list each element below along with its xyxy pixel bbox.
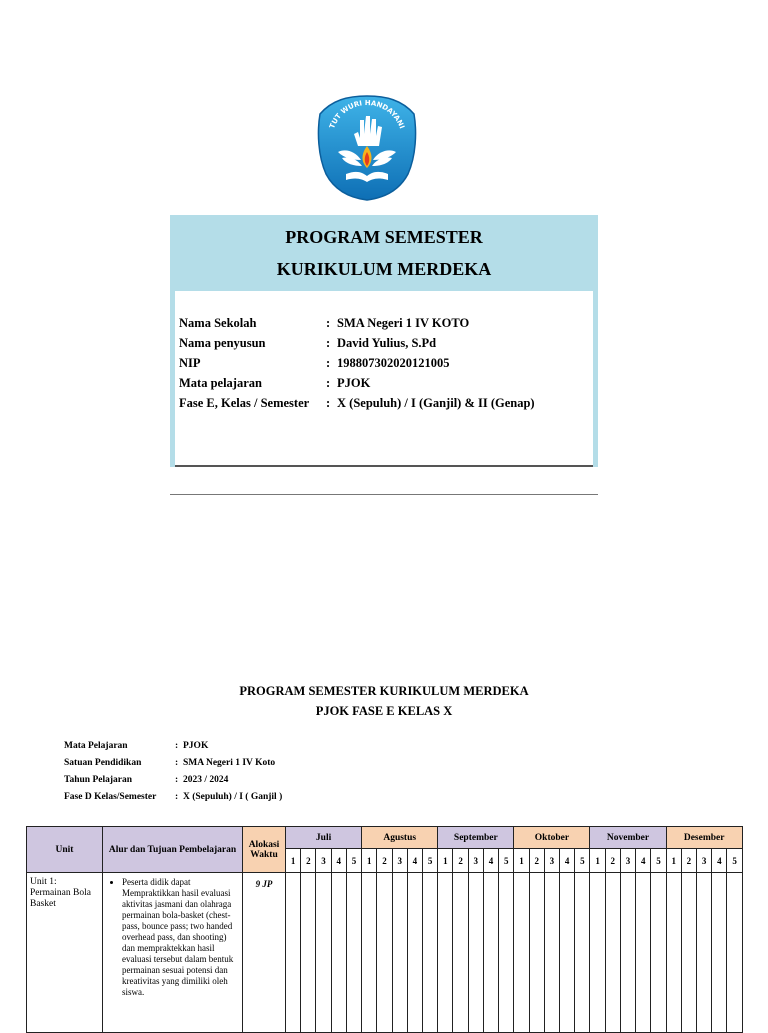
week-cell bbox=[590, 873, 605, 1033]
page-divider bbox=[170, 494, 598, 495]
week-header: 4 bbox=[712, 849, 727, 873]
month-header: Agustus bbox=[362, 827, 438, 849]
info-label: Nama Sekolah bbox=[179, 316, 257, 330]
header-unit: Unit bbox=[27, 827, 103, 873]
week-cell bbox=[377, 873, 392, 1033]
week-header: 4 bbox=[636, 849, 651, 873]
logo-motto-text: TUT WURI HANDAYANI bbox=[328, 98, 406, 130]
week-cell bbox=[712, 873, 727, 1033]
week-cell bbox=[651, 873, 666, 1033]
week-header: 3 bbox=[316, 849, 331, 873]
atp-item: • Peserta didik dapat Mempraktikkan hasil evaluasi aktivitas jasmani dan olahraga permainan bola-basket (chest-pass, bounce pass; two handed overhead pass, dan shooting) dan mempraktekkan hasil evaluasi tersebut dalam bentuk permainan sesuai potensi dan kreativitas yang dimiliki oleh siswa. bbox=[122, 877, 239, 998]
week-cell bbox=[560, 873, 575, 1033]
month-header: November bbox=[590, 827, 666, 849]
week-header: 2 bbox=[605, 849, 620, 873]
week-cell bbox=[316, 873, 331, 1033]
week-cell bbox=[697, 873, 712, 1033]
week-cell bbox=[286, 873, 301, 1033]
week-header: 3 bbox=[697, 849, 712, 873]
week-header: 5 bbox=[423, 849, 438, 873]
cover-title-line2: KURIKULUM MERDEKA bbox=[276, 259, 492, 279]
week-cell bbox=[514, 873, 529, 1033]
week-cell bbox=[468, 873, 483, 1033]
week-header: 3 bbox=[468, 849, 483, 873]
week-header: 4 bbox=[560, 849, 575, 873]
unit-cell: Unit 1: Permainan Bola Basket bbox=[27, 873, 103, 1033]
week-header: 1 bbox=[590, 849, 605, 873]
month-header: Oktober bbox=[514, 827, 590, 849]
tut-wuri-handayani-logo bbox=[316, 94, 418, 202]
week-cell bbox=[423, 873, 438, 1033]
section-title-line2: PJOK FASE E KELAS X bbox=[315, 704, 453, 718]
week-header: 2 bbox=[453, 849, 468, 873]
week-header: 2 bbox=[529, 849, 544, 873]
atp-cell bbox=[103, 873, 243, 1033]
week-header: 5 bbox=[575, 849, 590, 873]
cover-title-line1: PROGRAM SEMESTER bbox=[285, 227, 483, 247]
info-label: Mata pelajaran bbox=[179, 376, 262, 390]
alokasi-cell: 9 JP bbox=[243, 873, 286, 1033]
info-value: PJOK bbox=[337, 376, 371, 390]
month-header: September bbox=[438, 827, 514, 849]
week-cell bbox=[620, 873, 635, 1033]
cover-panel bbox=[170, 215, 598, 467]
header-alokasi: Alokasi Waktu bbox=[243, 827, 286, 873]
week-header: 2 bbox=[301, 849, 316, 873]
week-header: 1 bbox=[286, 849, 301, 873]
week-header: 4 bbox=[483, 849, 498, 873]
info-label: Nama penyusun bbox=[179, 336, 266, 350]
info-label: NIP bbox=[179, 356, 201, 370]
info-value: SMA Negeri 1 IV KOTO bbox=[337, 316, 470, 330]
week-header: 5 bbox=[651, 849, 666, 873]
header-atp: Alur dan Tujuan Pembelajaran bbox=[103, 827, 243, 873]
week-cell bbox=[453, 873, 468, 1033]
week-header: 1 bbox=[438, 849, 453, 873]
week-header: 5 bbox=[499, 849, 514, 873]
week-cell bbox=[301, 873, 316, 1033]
section-title-line1: PROGRAM SEMESTER KURIKULUM MERDEKA bbox=[239, 684, 529, 698]
info-value: X (Sepuluh) / I (Ganjil) & II (Genap) bbox=[337, 396, 535, 410]
week-header: 1 bbox=[666, 849, 681, 873]
week-header: 5 bbox=[346, 849, 361, 873]
week-header: 3 bbox=[544, 849, 559, 873]
week-cell bbox=[605, 873, 620, 1033]
cover-info-box: Nama Sekolah : SMA Negeri 1 IV KOTO Nama penyusun : David Yulius, S.Pd NIP : 198807302020121005 Mata pelajaran : PJOK Fase E, Kelas / Semester : X (Sepuluh) / I (Ganjil) & II (Genap) bbox=[175, 291, 593, 467]
week-header: 4 bbox=[331, 849, 346, 873]
week-cell bbox=[438, 873, 453, 1033]
week-header: 2 bbox=[681, 849, 696, 873]
week-cell bbox=[727, 873, 742, 1033]
week-cell bbox=[407, 873, 422, 1033]
week-cell bbox=[636, 873, 651, 1033]
month-header: Desember bbox=[666, 827, 742, 849]
week-cell bbox=[681, 873, 696, 1033]
week-header: 3 bbox=[620, 849, 635, 873]
week-header: 3 bbox=[392, 849, 407, 873]
week-cell bbox=[346, 873, 361, 1033]
info-value: 198807302020121005 bbox=[337, 356, 450, 370]
week-header: 5 bbox=[727, 849, 742, 873]
info-label: Fase E, Kelas / Semester bbox=[179, 396, 310, 410]
week-cell bbox=[499, 873, 514, 1033]
week-cell bbox=[362, 873, 377, 1033]
week-header: 1 bbox=[514, 849, 529, 873]
week-cell bbox=[392, 873, 407, 1033]
semester-schedule-table bbox=[26, 826, 743, 1033]
week-header: 4 bbox=[407, 849, 422, 873]
week-header: 1 bbox=[362, 849, 377, 873]
week-cell bbox=[483, 873, 498, 1033]
info-value: David Yulius, S.Pd bbox=[337, 336, 437, 350]
week-cell bbox=[529, 873, 544, 1033]
week-cell bbox=[544, 873, 559, 1033]
week-cell bbox=[331, 873, 346, 1033]
week-header: 2 bbox=[377, 849, 392, 873]
week-cell bbox=[575, 873, 590, 1033]
month-header: Juli bbox=[286, 827, 362, 849]
week-cell bbox=[666, 873, 681, 1033]
